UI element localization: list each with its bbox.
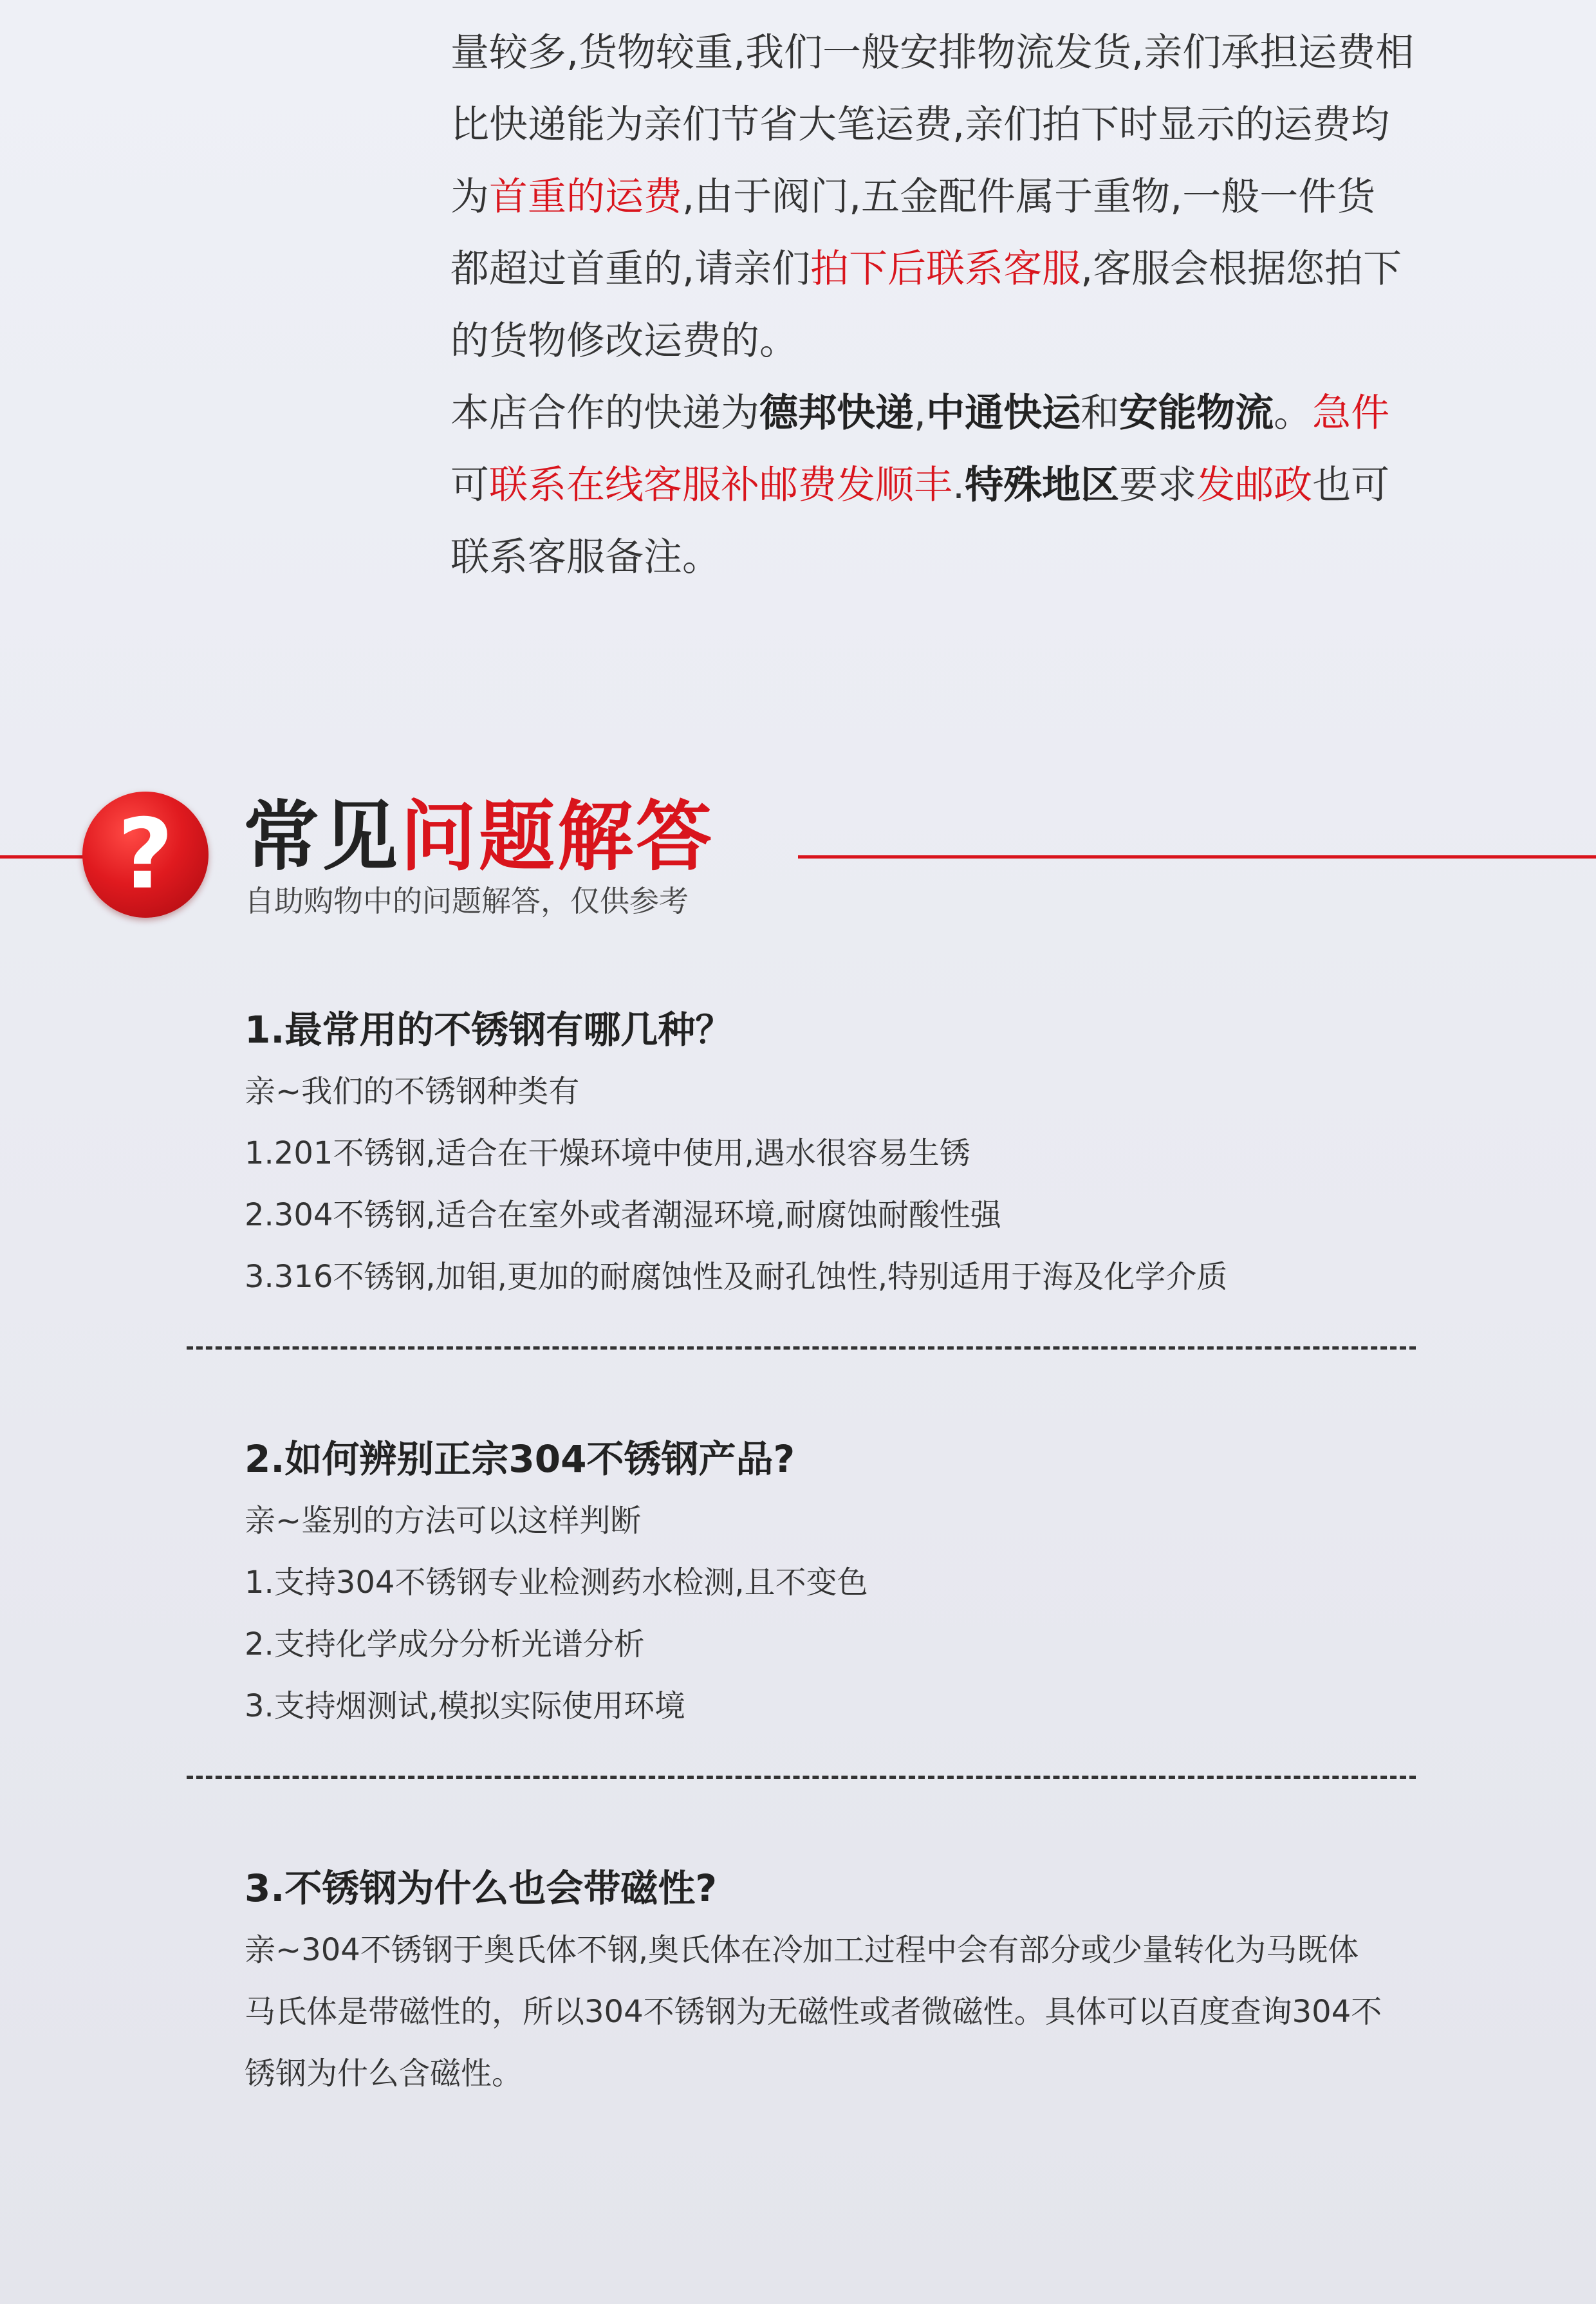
body-text: 本店合作的快递为 (450, 391, 759, 436)
header-rule-right (798, 855, 1596, 859)
body-text: ,由于阀门,五金配件属于重物,一般一件货 (682, 174, 1376, 219)
body-text: . (952, 463, 965, 508)
faq-item (245, 1004, 1506, 1308)
faq-section-header (0, 772, 1596, 940)
faq-title-prefix: 常见 (243, 792, 401, 881)
faq-item (245, 1863, 1506, 2104)
faq-answer-line: 3.316不锈钢,加钼,更加的耐腐蚀性及耐孔蚀性,特别适用于海及化学介质 (245, 1259, 1228, 1295)
faq-title-highlight: 问题解答 (400, 792, 715, 881)
faq-answer-line: 1.201不锈钢,适合在干燥环境中使用,遇水很容易生锈 (245, 1135, 970, 1171)
shipping-line (450, 377, 1512, 449)
highlight-text: 发邮政 (1196, 463, 1313, 508)
body-text: 联系客服备注。 (450, 535, 721, 580)
shipping-line (450, 449, 1512, 521)
shipping-line (450, 161, 1512, 233)
faq-question: 3.不锈钢为什么也会带磁性? (245, 1866, 718, 1910)
faq-answer-line: 1.支持304不锈钢专业检测药水检测,且不变色 (245, 1565, 868, 1601)
shipping-line (450, 17, 1512, 89)
header-rule-left (0, 855, 90, 859)
faq-answer-line: 亲~鉴别的方法可以这样判断 (245, 1503, 642, 1539)
faq-item (245, 1433, 1506, 1737)
carrier-name: 特殊地区 (965, 463, 1120, 508)
faq-answer-line: 锈钢为什么含磁性。 (245, 2056, 523, 2092)
highlight-text: 拍下后联系客服 (810, 246, 1081, 292)
faq-question: 2.如何辨别正宗304不锈钢产品? (245, 1437, 795, 1481)
body-text: 的货物修改运费的。 (450, 319, 798, 364)
question-mark-icon: ? (82, 792, 209, 918)
faq-answer-line: 2.支持化学成分分析光谱分析 (245, 1626, 645, 1662)
faq-title (243, 792, 714, 882)
faq-list (245, 1004, 1506, 2104)
body-text: 为 (450, 174, 489, 219)
body-text: 量较多,货物较重,我们一般安排物流发货,亲们承担运费相 (450, 30, 1415, 75)
highlight-text: 首重的运费 (489, 174, 682, 219)
faq-question: 1.最常用的不锈钢有哪几种？ (245, 1008, 733, 1052)
faq-answer-line: 3.支持烟测试,模拟实际使用环境 (245, 1688, 686, 1724)
body-text: 。 (1274, 391, 1313, 436)
body-text: 要求 (1119, 463, 1197, 508)
faq-answer-line: 马氏体是带磁性的，所以304不锈钢为无磁性或者微磁性。具体可以百度查询304不 (245, 1994, 1382, 2030)
body-text: , (914, 391, 927, 436)
shipping-paragraph (450, 17, 1512, 593)
shipping-line (450, 89, 1512, 161)
carrier-name: 中通快运 (926, 391, 1081, 436)
carrier-name: 德邦快递 (759, 391, 914, 436)
body-text: 都超过首重的,请亲们 (450, 246, 811, 292)
shipping-line (450, 305, 1512, 377)
highlight-text: 急件 (1312, 391, 1390, 436)
shipping-info (450, 17, 1512, 593)
body-text: ,客服会根据您拍下 (1081, 246, 1402, 292)
highlight-text: 联系在线客服补邮费发顺丰 (489, 463, 952, 508)
faq-subtitle: 自助购物中的问题解答，仅供参考 (245, 884, 689, 918)
dashed-divider (187, 1346, 1416, 1350)
shipping-line (450, 233, 1512, 305)
dashed-divider (187, 1776, 1416, 1779)
shipping-line (450, 521, 1512, 593)
body-text: 和 (1081, 391, 1120, 436)
body-text: 可 (450, 463, 489, 508)
faq-answer-line: 亲~我们的不锈钢种类有 (245, 1073, 580, 1110)
body-text: 也可 (1312, 463, 1390, 508)
faq-answer-line: 亲~304不锈钢于奥氏体不钢,奥氏体在冷加工过程中会有部分或少量转化为马既体 (245, 1932, 1359, 1968)
faq-answer-line: 2.304不锈钢,适合在室外或者潮湿环境,耐腐蚀耐酸性强 (245, 1197, 1001, 1233)
carrier-name: 安能物流 (1119, 391, 1274, 436)
body-text: 比快递能为亲们节省大笔运费,亲们拍下时显示的运费均 (450, 102, 1390, 147)
